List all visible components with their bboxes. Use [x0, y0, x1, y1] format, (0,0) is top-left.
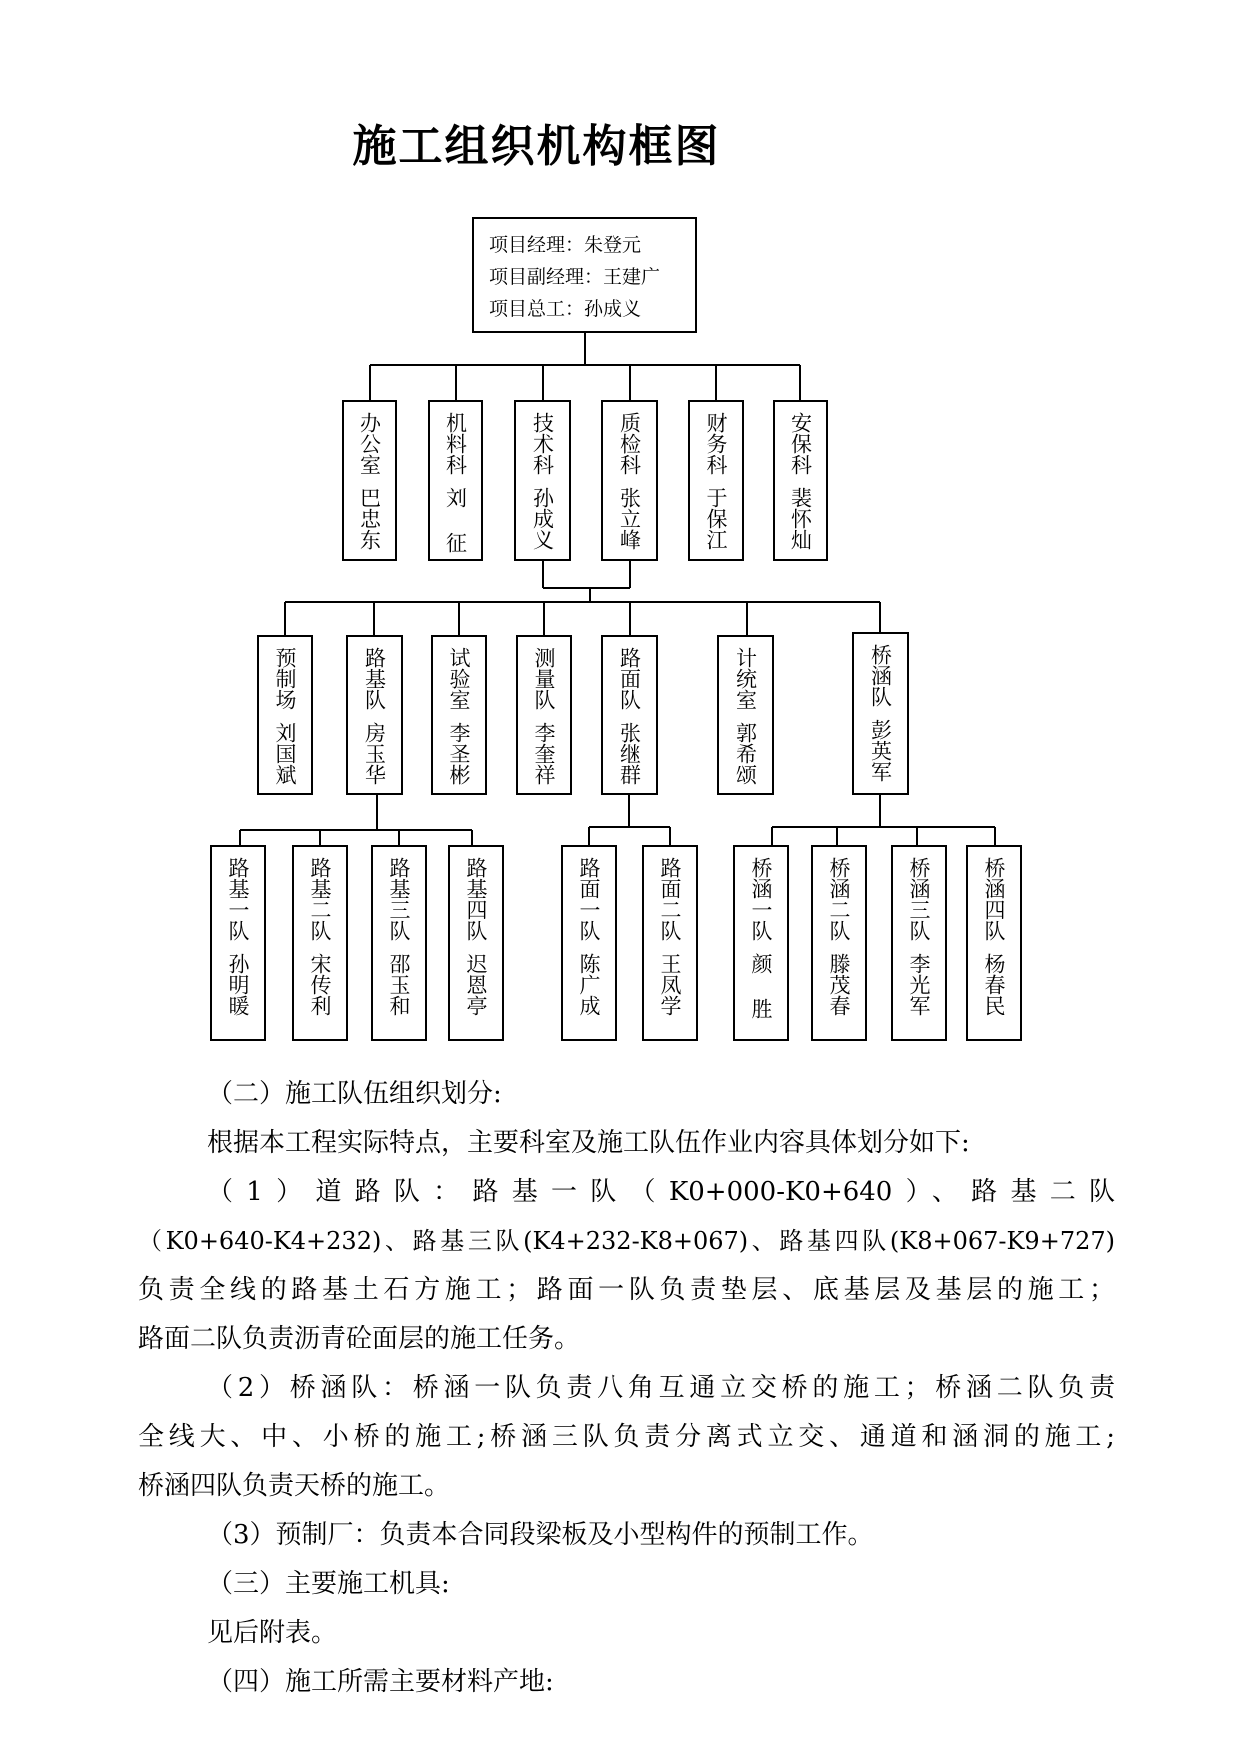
survey-team-box — [516, 635, 572, 795]
quality-dept-box — [601, 400, 658, 561]
person-label: 孙明暖 — [226, 953, 250, 1016]
section-heading-equipment: （三）主要施工机具: — [207, 1569, 450, 1599]
dept-label: 测量队 — [532, 647, 556, 710]
person-label: 宋传利 — [308, 953, 332, 1016]
project-manager: 项目经理：朱登元 — [489, 234, 642, 256]
dept-label: 办公室 — [357, 412, 382, 475]
roadbed-team-4-box — [448, 845, 504, 1041]
person-label: 颜 胜 — [749, 953, 773, 1019]
dept-label: 计统室 — [733, 647, 758, 710]
paragraph-road-team-line3: 负责全线的路基土石方施工；路面一队负责垫层、底基层及基层的施工； — [138, 1275, 1115, 1305]
office-box — [342, 400, 397, 561]
pavement-team-1-box — [561, 845, 617, 1041]
dept-label: 桥涵二队 — [827, 857, 851, 941]
bridge-team-2-box — [811, 845, 867, 1041]
person-label: 王凤学 — [658, 953, 682, 1016]
roadbed-team-3-box — [371, 845, 427, 1041]
dept-label: 路基一队 — [226, 857, 250, 941]
person-label: 迟恩亭 — [464, 953, 488, 1016]
dept-label: 预制场 — [273, 647, 297, 710]
dept-label: 路基三队 — [387, 857, 411, 941]
dept-label: 路面一队 — [577, 857, 601, 941]
person-label: 李光军 — [907, 953, 931, 1016]
safety-dept-box — [773, 400, 828, 561]
person-label: 邵玉和 — [387, 953, 411, 1016]
paragraph-bridge-team-line2: 全线大、中、小桥的施工;桥涵三队负责分离式立交、通道和涵洞的施工; — [138, 1422, 1115, 1452]
person-label: 孙成义 — [530, 487, 555, 550]
page-title: 施工组织机构框图 — [352, 121, 721, 172]
person-label: 刘 征 — [443, 487, 468, 553]
dept-label: 路基队 — [362, 647, 387, 710]
dept-label: 技术科 — [530, 412, 555, 475]
chief-engineer: 项目总工：孙成义 — [489, 298, 642, 320]
precast-yard-box — [257, 635, 313, 795]
bridge-team-box — [852, 632, 909, 795]
dept-label: 安保科 — [788, 412, 813, 475]
section-heading-team-division: （二）施工队伍组织划分: — [207, 1079, 502, 1109]
person-label: 彭英军 — [868, 719, 893, 782]
person-label: 郭希颂 — [733, 722, 758, 785]
dept-label: 机料科 — [443, 412, 468, 475]
pavement-team-box — [601, 635, 658, 795]
roadbed-team-box — [346, 635, 403, 795]
deputy-project-manager: 项目副经理：王建广 — [489, 266, 661, 288]
person-label: 张立峰 — [617, 487, 642, 550]
dept-label: 路基四队 — [464, 857, 488, 941]
person-label: 李奎祥 — [532, 722, 556, 785]
person-label: 于保江 — [704, 487, 728, 550]
person-label: 房玉华 — [362, 722, 387, 785]
roadbed-team-2-box — [292, 845, 348, 1041]
statistics-office-box — [717, 635, 774, 795]
dept-label: 路面队 — [617, 647, 642, 710]
paragraph-road-team-line4: 路面二队负责沥青砼面层的施工任务。 — [138, 1324, 581, 1354]
person-label: 李圣彬 — [447, 722, 471, 785]
section-heading-materials: （四）施工所需主要材料产地: — [207, 1667, 554, 1697]
laboratory-box — [431, 635, 487, 795]
paragraph-precast-plant: （3）预制厂：负责本合同段梁板及小型构件的预制工作。 — [207, 1520, 874, 1550]
paragraph-bridge-team-line1: （2）桥涵队：桥涵一队负责八角互通立交桥的施工；桥涵二队负责 — [207, 1373, 1115, 1403]
bridge-team-3-box — [891, 845, 947, 1041]
dept-label: 桥涵一队 — [749, 857, 773, 941]
materials-dept-box — [428, 400, 483, 561]
pavement-team-2-box — [642, 845, 698, 1041]
technical-dept-box — [514, 400, 571, 561]
dept-label: 桥涵四队 — [982, 857, 1006, 941]
person-label: 刘国斌 — [273, 722, 297, 785]
paragraph-road-team-line2: （K0+640-K4+232)、路基三队(K4+232-K8+067)、路基四队(K8+067-K9+727) — [138, 1227, 1115, 1255]
person-label: 张继群 — [617, 722, 642, 785]
dept-label: 桥涵队 — [868, 644, 893, 707]
roadbed-team-1-box — [210, 845, 266, 1041]
bridge-team-1-box — [733, 845, 789, 1041]
person-label: 杨春民 — [982, 953, 1006, 1016]
dept-label: 路面二队 — [658, 857, 682, 941]
person-label: 裴怀灿 — [788, 487, 813, 550]
dept-label: 质检科 — [617, 412, 642, 475]
dept-label: 桥涵三队 — [907, 857, 931, 941]
person-label: 巴忠东 — [357, 487, 382, 550]
finance-dept-box — [688, 400, 744, 561]
paragraph-bridge-team-line3: 桥涵四队负责天桥的施工。 — [138, 1471, 451, 1501]
dept-label: 试验室 — [447, 647, 471, 710]
paragraph-intro: 根据本工程实际特点，主要科室及施工队伍作业内容具体划分如下: — [207, 1128, 970, 1158]
dept-label: 路基二队 — [308, 857, 332, 941]
paragraph-road-team-line1: （1）道路队：路基一队（K0+000-K0+640）、路基二队 — [207, 1177, 1115, 1207]
bridge-team-4-box — [966, 845, 1022, 1041]
project-leadership-box — [472, 217, 697, 333]
person-label: 滕茂春 — [827, 953, 851, 1016]
dept-label: 财务科 — [704, 412, 728, 475]
paragraph-see-appendix: 见后附表。 — [207, 1618, 338, 1648]
body-text — [138, 1070, 1115, 1707]
person-label: 陈广成 — [577, 953, 601, 1016]
